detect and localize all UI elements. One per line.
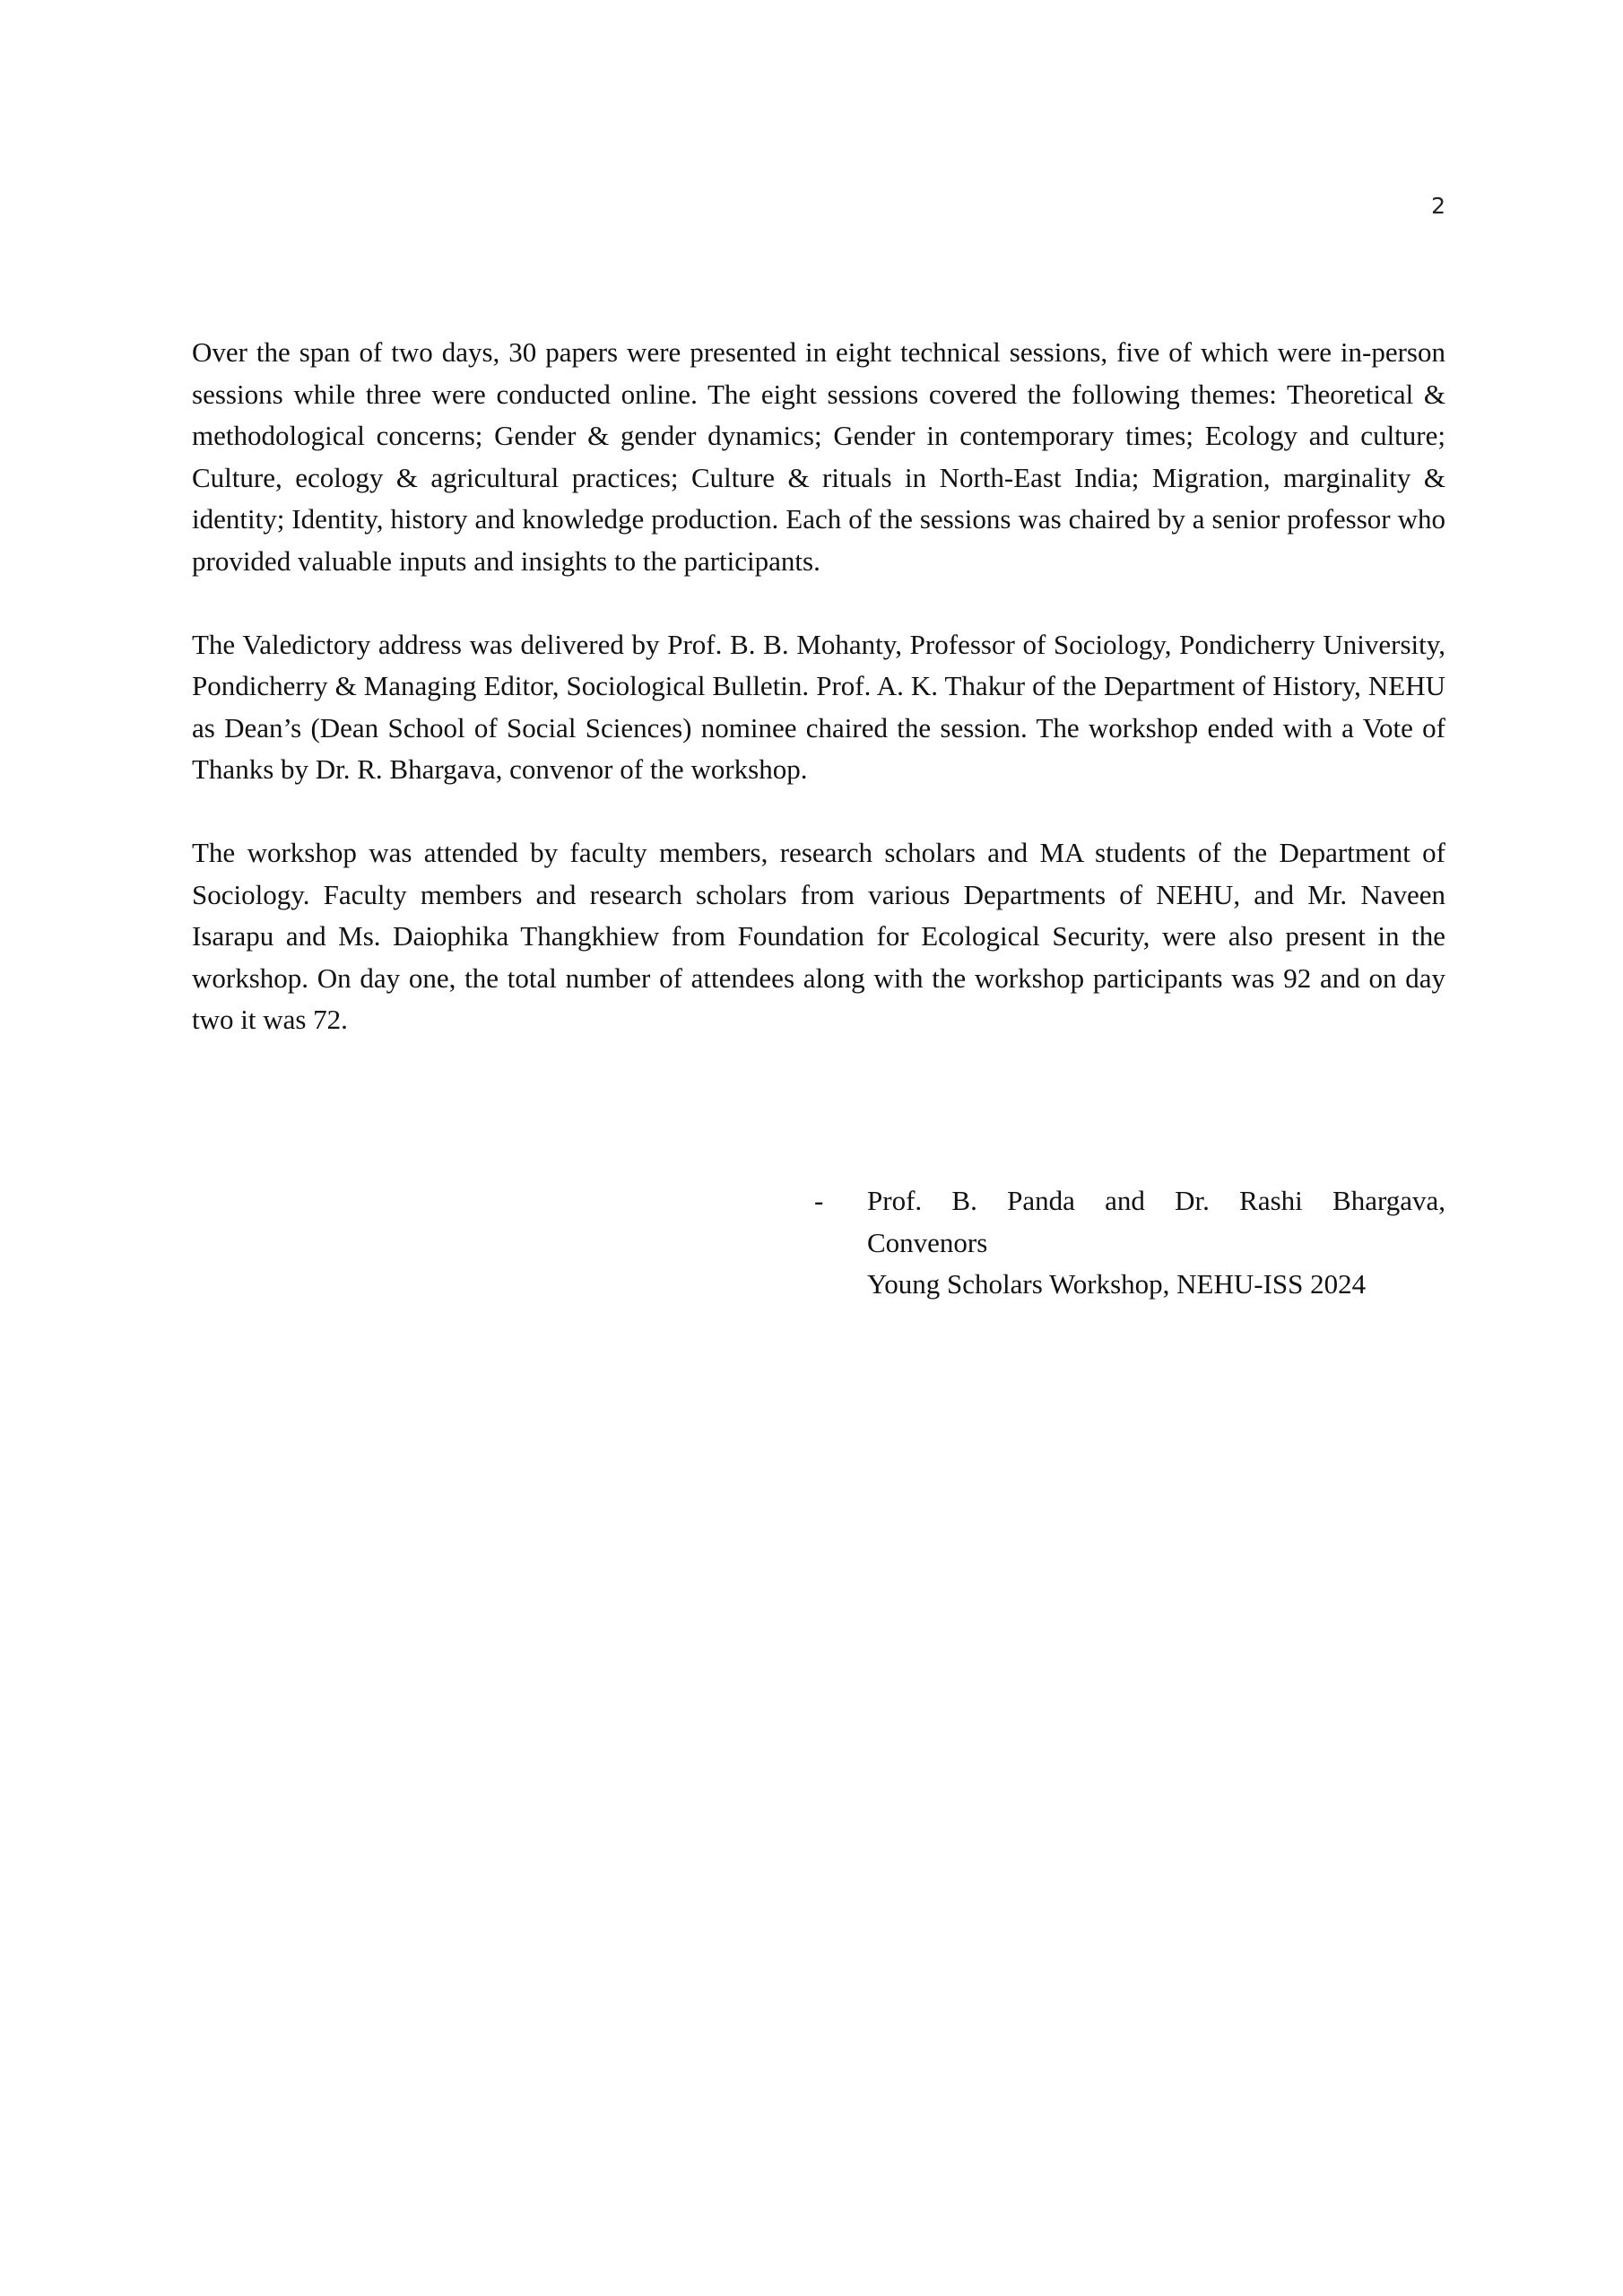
- signature-names: Prof. B. Panda and Dr. Rashi Bhargava,: [867, 1185, 1445, 1216]
- paragraph-attendance: The workshop was attended by faculty members, research scholars and MA students of the Department of Sociology. Faculty members and research scholars from various Departments of NEHU, and Mr. Naveen Isarapu and Ms. Daiophika Thangkhiew from Foundation for Ecological Security, were also present in the workshop. On day one, the total number of attendees along with the workshop participants was 92 and on day two it was 72.: [192, 837, 1445, 1035]
- signature-block: [814, 1180, 1445, 1306]
- signature-dash: -: [814, 1185, 824, 1216]
- signature-role: Convenors: [867, 1226, 988, 1258]
- page-number: 2: [1431, 193, 1445, 219]
- document-body: [192, 332, 1445, 1083]
- signature-event: Young Scholars Workshop, NEHU-ISS 2024: [867, 1268, 1367, 1300]
- paragraph-sessions-summary: Over the span of two days, 30 papers were presented in eight technical sessions, five of which were in-person sessions while three were conducted online. The eight sessions covered the following themes: Theoretical & methodological concerns; Gender & gender dynamics; Gender in contemporary times; Ecology and culture; Culture, ecology & agricultural practices; Culture & rituals in North-East India; Migration, marginality & identity; Identity, history and knowledge production. Each of the sessions was chaired by a senior professor who provided valuable inputs and insights to the participants.: [192, 336, 1445, 577]
- paragraph-valedictory: The Valedictory address was delivered by Prof. B. B. Mohanty, Professor of Sociology, Pondicherry University, Pondicherry & Managing Editor, Sociological Bulletin. Prof. A. K. Thakur of the Department of History, NEHU as Dean’s (Dean School of Social Sciences) nominee chaired the session. The workshop ended with a Vote of Thanks by Dr. R. Bhargava, convenor of the workshop.: [192, 628, 1445, 785]
- signature-lines: [867, 1180, 1445, 1306]
